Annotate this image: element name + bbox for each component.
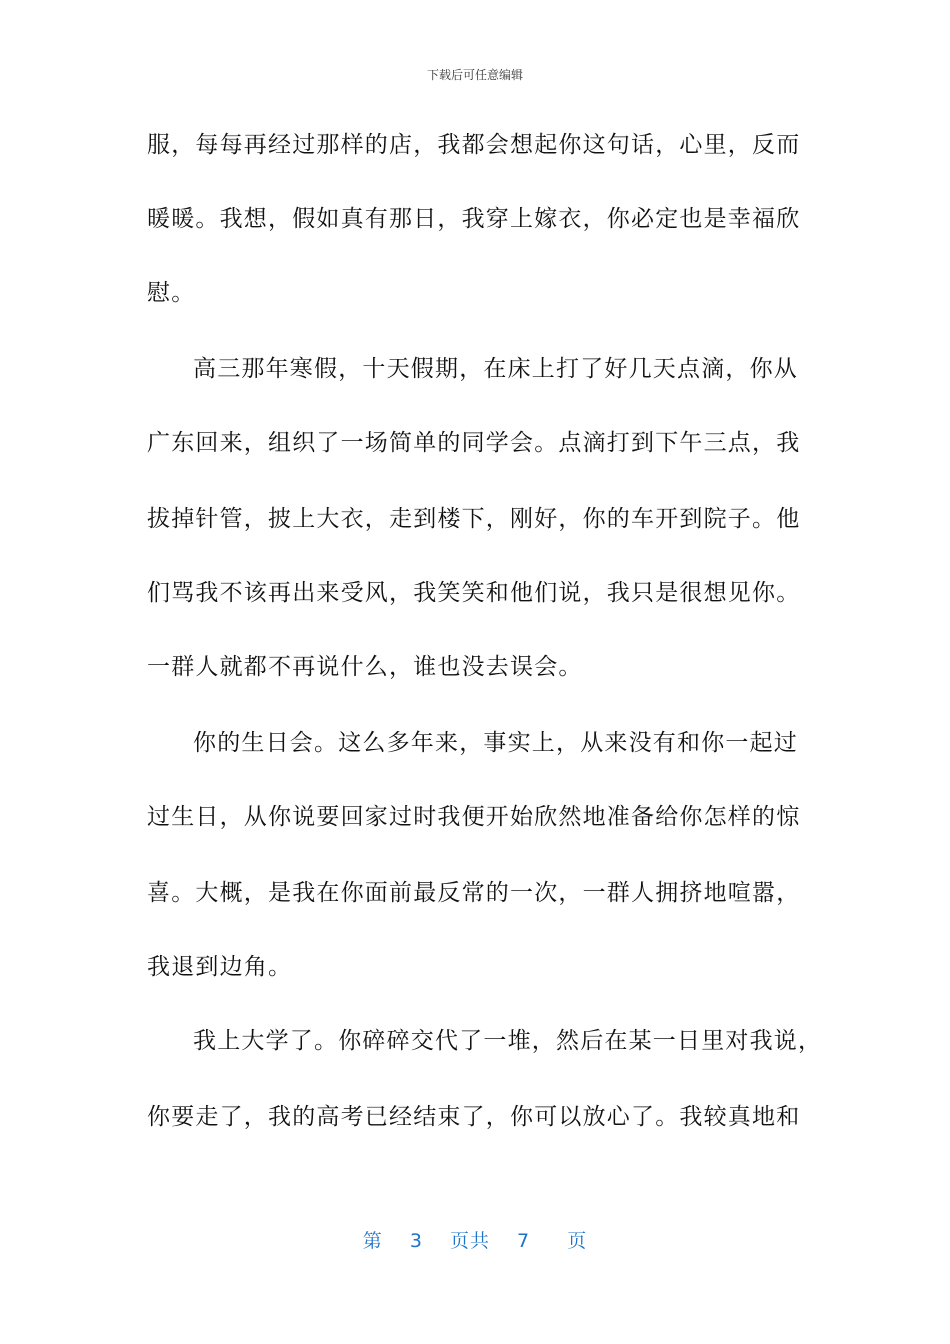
- footer-prefix: 第: [362, 1230, 383, 1252]
- paragraph-first-line: 我上大学了。你碎碎交代了一堆，然后在某一日里对我说，: [193, 1028, 823, 1054]
- text-line: 广东回来，组织了一场简单的同学会。点滴打到下午三点，我: [147, 430, 801, 456]
- page-footer: [0, 1226, 950, 1253]
- footer-total-pages: 7: [517, 1230, 531, 1252]
- text-line: 拔掉针管，披上大衣，走到楼下，刚好，你的车开到院子。他: [147, 506, 801, 532]
- text-line: 一群人就都不再说什么，谁也没去误会。: [147, 654, 583, 680]
- page-header-note: 下载后可任意编辑: [426, 68, 523, 82]
- text-line: 我退到边角。: [147, 954, 293, 980]
- text-line: 暖暖。我想，假如真有那日，我穿上嫁衣，你必定也是幸福欣: [147, 206, 801, 232]
- text-line: 你要走了，我的高考已经结束了，你可以放心了。我较真地和: [147, 1104, 801, 1130]
- text-line: 服，每每再经过那样的店，我都会想起你这句话，心里，反而: [147, 132, 801, 158]
- paragraph-first-line: 高三那年寒假，十天假期，在床上打了好几天点滴，你从: [193, 356, 798, 382]
- footer-current-page: 3: [409, 1230, 423, 1252]
- footer-suffix: 页: [567, 1230, 588, 1252]
- text-line: 喜。大概，是我在你面前最反常的一次，一群人拥挤地喧嚣，: [147, 880, 801, 906]
- text-line: 慰。: [147, 280, 196, 306]
- paragraph-first-line: 你的生日会。这么多年来，事实上，从来没有和你一起过: [193, 730, 798, 756]
- footer-middle: 页共: [449, 1230, 490, 1252]
- text-line: 过生日，从你说要回家过时我便开始欣然地准备给你怎样的惊: [147, 804, 801, 830]
- text-line: 们骂我不该再出来受风，我笑笑和他们说，我只是很想见你。: [147, 580, 801, 606]
